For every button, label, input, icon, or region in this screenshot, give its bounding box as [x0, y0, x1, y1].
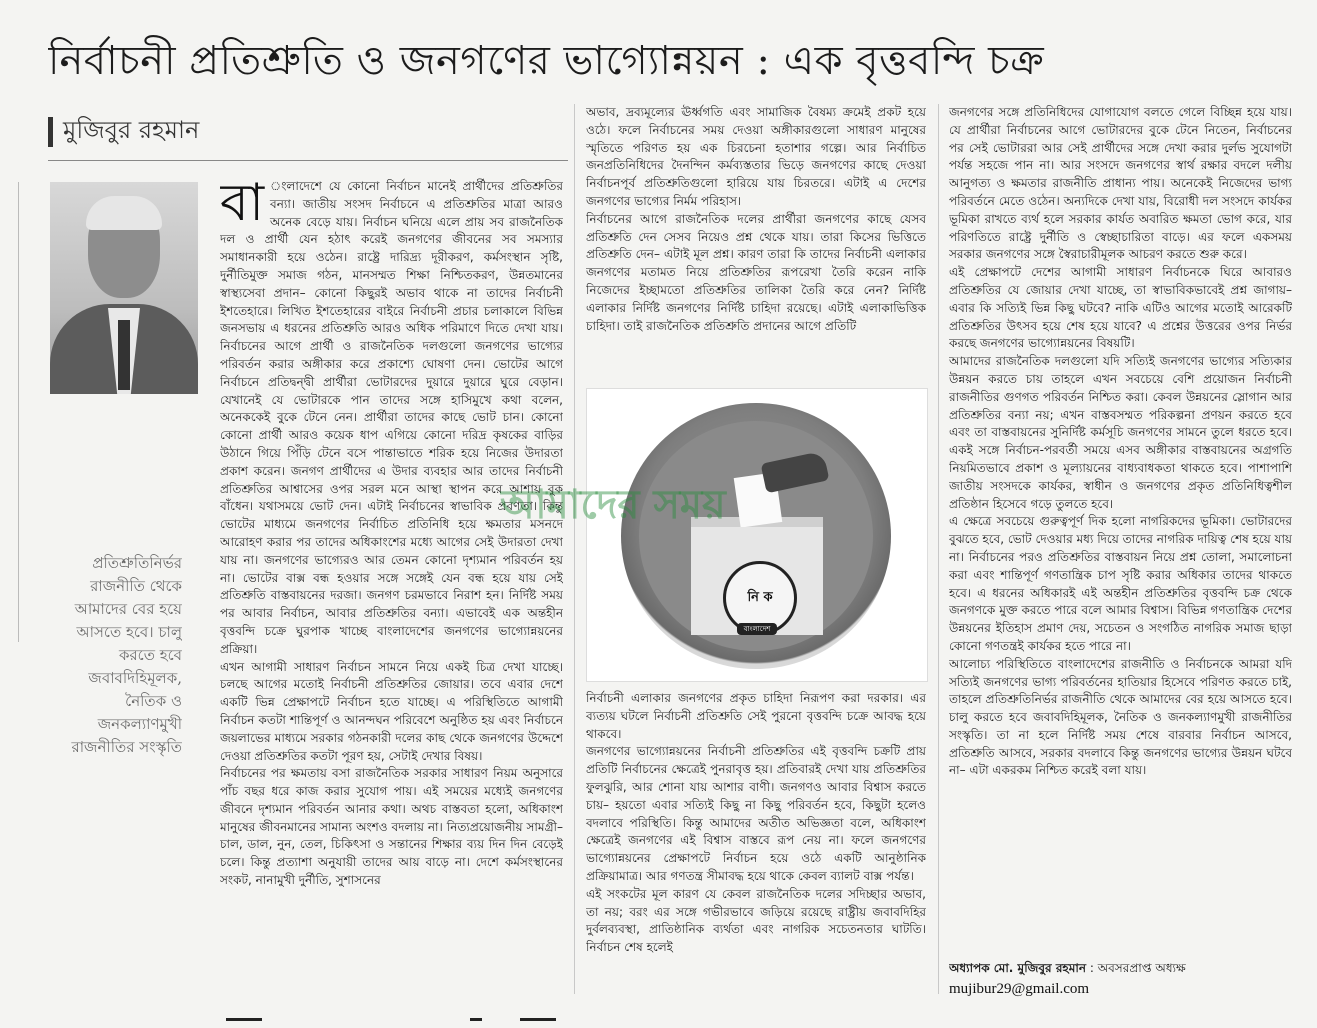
paragraph: এই প্রেক্ষাপটে দেশের আগামী সাধারণ নির্বাচনকে ঘিরে আবারও প্রতিশ্রুতির যে জোয়ার দেখা যাচ্ছে, তা স্বাভাবিকভাবেই প্রশ্ন জাগায়– এবার কি সত্যিই ভিন্ন কিছু ঘটবে? নাকি এটিও আগের মতোই আরেকটি প্রতিশ্রুতির উৎসব হয়ে শেষ হয়ে যাবে? এ প্রশ্নের উত্তরের ওপর নির্ভর করছে জনগণের ভাগ্যোন্নয়নের বিষয়টি। — [949, 265, 1292, 351]
author-bar — [48, 117, 53, 147]
headline: নির্বাচনী প্রতিশ্রুতি ও জনগণের ভাগ্যোন্নয়ন : এক বৃত্তবন্দি চক্র — [48, 38, 1045, 84]
article-column-2-bottom — [586, 690, 926, 996]
paragraph: জনগণের ভাগ্যোন্নয়নের নির্বাচনী প্রতিশ্রুতির এই বৃত্তবন্দি চক্রটি প্রায় প্রতিটি নির্বাচনের ক্ষেত্রেই পুনরাবৃত্ত হয়। প্রতিবারই দেখা যায় প্রতিশ্রুতির ফুলঝুরি, আর শোনা যায় আশার বাণী। জনগণও আবার বিশ্বাস করতে চায়– হয়তো এবার সত্যিই কিছু না কিছু পরিবর্তন হবে, কিছুটা হলেও বদলাবে পরিস্থিতি। কিন্তু আমাদের অতীত অভিজ্ঞতা বলে, অধিকাংশ ক্ষেত্রেই জনগণের এই বিশ্বাস বাস্তবে রূপ নেয় না। ফলে জনগণের ভাগ্যোন্নয়নের প্রেক্ষাপটে নির্বাচন হয়ে ওঠে একটি আনুষ্ঠানিক প্রক্রিয়ামাত্র। আর গণতন্ত্র সীমাবদ্ধ হয়ে থাকে কেবল ব্যালট বাক্স পর্যন্ত। — [586, 744, 926, 883]
byline-role: : অবসরপ্রাপ্ত অধ্যক্ষ — [1086, 961, 1186, 975]
pull-quote: প্রতিশ্রুতিনির্ভর রাজনীতি থেকে আমাদের বের হয়ে আসতে হবে। চালু করতে হবে জবাবদিহিমূলক, নৈতিক ও জনকল্যাণমুখী রাজনীতির সংস্কৃতি — [71, 554, 182, 756]
author-name: মুজিবুর রহমান — [63, 116, 200, 144]
drop-cap: বা — [220, 178, 265, 233]
emblem-label: বাংলাদেশ — [737, 623, 777, 635]
paragraph: ংলাদেশে যে কোনো নির্বাচন মানেই প্রার্থীদের প্রতিশ্রুতির বন্যা। জাতীয় সংসদ নির্বাচনে এ প্রতিশ্রুতির মাত্রা আরও অনেক বেড়ে যায়। নির্বাচন ঘনিয়ে এলে প্রায় সব রাজনৈতিক দল ও প্রার্থী যেন হঠাৎ করেই জনগণের জীবনের সব সমস্যার সমাধানকারী হয়ে ওঠেন। রাষ্ট্রে দারিদ্র্য দূরীকরণ, কর্মসংস্থান সৃষ্টি, দুর্নীতিমুক্ত সমাজ গঠন, মানসম্মত শিক্ষা নিশ্চিতকরণ, উন্নতমানের স্বাস্থ্যসেবা প্রদান– কোনো কিছুরই অভাব থাকে না তাদের নির্বাচনী ইশতেহারে। লিখিত ইশতেহারের বাইরে নির্বাচনী প্রচার চলাকালে বিভিন্ন জনসভায় এ ধরনের প্রতিশ্রুতি আরও অধিক পরিমাণে দিতে দেখা যায়। নির্বাচনের আগে প্রার্থী ও রাজনৈতিক দলগুলো জনগণের ভাগ্যের পরিবর্তন করার অঙ্গীকার করে প্রকাশ্যে ঘোষণা দেন। ভোটের আগে নির্বাচনে প্রতিদ্বন্দ্বী প্রার্থীরা ভোটারদের দুয়ারে দুয়ারে ঘুরে বেড়ান। যেখানেই যে ভোটারকে পান তাদের সঙ্গে হাসিমুখে কথা বলেন, অনেককেই বুকে টেনে নেন। প্রার্থীরা তাদের কাছে ভোট চান। কোনো কোনো প্রার্থী আরও কয়েক ধাপ এগিয়ে কোনো দরিদ্র কৃষকের বাড়ির উঠানে গিয়ে পিঁড়ি টেনে বসে পান্তাভাতে শরিক হয়ে নিজের উদারতা প্রকাশ করেন। জনগণ প্রার্থীদের এ উদার ব্যবহার আর তাদের নির্বাচনী প্রতিশ্রুতির আশ্বাসের ওপর সরল মনে আস্থা স্থাপন করে আশায় বুক বাঁধেন। যথাসময়ে ভোট দেন। এটাই নির্বাচনের স্বাভাবিক প্রবণতা। কিন্তু ভোটের মাধ্যমে জনগণের নির্বাচিত প্রতিনিধি হয়ে ক্ষমতার মসনদে আরোহণ করার পর তাদের অধিকাংশের মধ্যে আগের সেই উদারতা দেখা যায় না। জনগণের ভাগ্যেরও আর তেমন কোনো দৃশ্যমান পরিবর্তন হয় না। ভোটের বাক্স বন্ধ হওয়ার সঙ্গে সঙ্গেই যেন বন্ধ হয়ে যায় সেই প্রতিশ্রুতি বাস্তবায়নের দরজা। জনগণ চরমভাবে নিরাশ হন। নির্দিষ্ট সময় পর আবার নির্বাচন, আবার প্রতিশ্রুতির বন্যা। এভাবেই এক অন্তহীন বৃত্তবন্দি চক্রে ঘুরপাক খাচ্ছে বাংলাদেশের জনগণের ভাগ্যোন্নয়নের প্রক্রিয়া। — [220, 179, 563, 656]
strip-mark — [470, 1018, 482, 1021]
paragraph: নির্বাচনের আগে রাজনৈতিক দলের প্রার্থীরা জনগণের কাছে যেসব প্রতিশ্রুতি দেন সেসব নিয়েও প্রশ্ন থেকে যায়। তারা কিসের ভিত্তিতে প্রতিশ্রুতি দেন– এটাই মূল প্রশ্ন। কারণ তারা কি তাদের নির্বাচনী এলাকার জনগণের মতামত নিয়ে প্রতিশ্রুতির রূপরেখা তৈরি করেন নাকি নিজেদের ইচ্ছামতো প্রতিশ্রুতির তালিকা তৈরি করে নেন? নির্দিষ্ট এলাকার নির্দিষ্ট জনগণের নির্দিষ্ট চাহিদা রয়েছে। এটাই এলাকাভিত্তিক চাহিদা। তাই রাজনৈতিক প্রতিশ্রুতি প্রদানের আগে প্রতিটি — [586, 211, 926, 333]
strip-mark — [520, 1018, 556, 1021]
paragraph: এই সংকটের মূল কারণ যে কেবল রাজনৈতিক দলের সদিচ্ছার অভাব, তা নয়; বরং এর সঙ্গে গভীরভাবে জড়িয়ে রয়েছে রাষ্ট্রীয় জবাবদিহির দুর্বলব্যবস্থা, প্রাতিষ্ঠানিক ব্যর্থতা এবং নাগরিক সচেতনতার ঘাটতি। নির্বাচন শেষ হলেই — [586, 886, 926, 955]
paragraph: অভাব, দ্রব্যমূল্যের ঊর্ধ্বগতি এবং সামাজিক বৈষম্য ক্রমেই প্রকট হয়ে ওঠে। ফলে নির্বাচনের সময় দেওয়া অঙ্গীকারগুলো সাধারণ মানুষের স্মৃতিতে পরিণত হয় এক চিরচেনা হতাশার গল্পে। আর নির্বাচিত জনপ্রতিনিধিদের দৈনন্দিন কর্মব্যস্ততার ভিড়ে জনগণের কাছে দেওয়া নির্বাচনপূর্ব প্রতিশ্রুতিগুলো হারিয়ে যায় চিরতরে। এটাই এ দেশের জনগণের ভাগ্যের নির্মম পরিহাস। — [586, 105, 926, 208]
paragraph: নির্বাচনী এলাকার জনগণের প্রকৃত চাহিদা নিরূপণ করা দরকার। এর ব্যত্যয় ঘটলে নির্বাচনী প্রতিশ্রুতি সেই পুরনো বৃত্তবন্দি চক্রে আবদ্ধ হয়ে থাকবে। — [586, 691, 926, 741]
strip-mark — [226, 1018, 262, 1021]
paragraph: এ ক্ষেত্রে সবচেয়ে গুরুত্বপূর্ণ দিক হলো নাগরিকদের ভূমিকা। ভোটারদের বুঝতে হবে, ভোট দেওয়ার মধ্য দিয়ে তাদের নাগরিক দায়িত্ব শেষ হয়ে যায় না। নির্বাচনের পরও প্রতিশ্রুতির বাস্তবায়ন নিয়ে প্রশ্ন তোলা, সমালোচনা করা এবং শান্তিপূর্ণ গণতান্ত্রিক চাপ সৃষ্টি করার অধিকার তাদের থাকতে হবে। এ ধরনের অধিকারই এই অন্তহীন প্রতিশ্রুতির বৃত্তবন্দি চক্র থেকে জনগণকে মুক্ত করতে পারে বলে আমার বিশ্বাস। বিভিন্ন গণতান্ত্রিক দেশের উন্নয়নের ইতিহাস প্রমাণ দেয়, সচেতন ও সংগঠিত নাগরিক সমাজ ছাড়া কোনো গণতন্ত্রই কার্যকর হতে পারে না। — [949, 514, 1292, 653]
byline — [949, 958, 1292, 978]
watermark: আমাদের সময় — [500, 481, 726, 528]
election-commission-emblem: নি ক — [723, 561, 797, 635]
photo-hair — [86, 196, 162, 230]
article-column-1 — [220, 178, 563, 993]
paragraph: এখন আগামী সাধারণ নির্বাচন সামনে নিয়ে একই চিত্র দেখা যাচ্ছে। চলছে আগের মতোই নির্বাচনী প্রতিশ্রুতির জোয়ার। তবে এবার দেশে একটি ভিন্ন প্রেক্ষাপটে নির্বাচন হতে যাচ্ছে। এ পরিস্থিতিতে আগামী নির্বাচন কতটা শান্তিপূর্ণ ও আনন্দঘন পরিবেশে অনুষ্ঠিত হয় এবং নির্বাচনে জয়লাভের মাধ্যমে সরকার গঠনকারী দলের কাছ থেকে জনগণের উদ্দেশে দেওয়া প্রতিশ্রুতির কতটা পূরণ হয়, সেটাই দেখার বিষয়। — [220, 659, 563, 763]
paragraph: নির্বাচনের পর ক্ষমতায় বসা রাজনৈতিক সরকার সাধারণ নিয়ম অনুসারে পাঁচ বছর ধরে কাজ করার সুযোগ পায়। এই সময়ের মধ্যেই জনগণের জীবনে দৃশ্যমান পরিবর্তন আনার কথা। অথচ বাস্তবতা হলো, অধিকাংশ মানুষের জীবনমানের সামান্য অংশও বদলায় না। নিত্যপ্রয়োজনীয় সামগ্রী– চাল, ডাল, নুন, তেল, চিকিৎসা ও সন্তানের শিক্ষার ব্যয় দিন দিন বেড়েই চলে। কিন্তু প্রত্যাশা অনুযায়ী তাদের আয় বাড়ে না। দেশে কর্মসংস্থানের সংকট, নানামুখী দুর্নীতি, সুশাসনের — [220, 766, 563, 888]
article-column-2-top — [586, 104, 926, 376]
column-divider — [938, 104, 939, 994]
article-column-3 — [949, 104, 1292, 954]
ballot-illustration — [586, 388, 928, 682]
next-article-strip — [0, 1012, 1317, 1028]
photo-tie — [118, 320, 130, 390]
paragraph: আমাদের রাজনৈতিক দলগুলো যদি সত্যিই জনগণের ভাগ্যের সত্যিকার উন্নয়ন করতে চায় তাহলে এখন সবচেয়ে বেশি প্রয়োজন নির্বাচনী রাজনীতির গুণগত পরিবর্তন নিশ্চিত করা। কেবল উন্নয়নের স্লোগান আর প্রতিশ্রুতির বন্যা নয়; এখন বাস্তবসম্মত পরিকল্পনা প্রণয়ন করতে হবে এবং তা বাস্তবায়নের সুনির্দিষ্ট কর্মসূচি জনগণের সামনে তুলে ধরতে হবে। একই সঙ্গে নির্বাচন-পরবর্তী সময়ে এসব অঙ্গীকার বাস্তবায়নের অগ্রগতি নিয়মিতভাবে প্রকাশ ও মূল্যায়নের বাধ্যবাধকতা থাকতে হবে। পাশাপাশি জাতীয় সংসদকে কার্যকর, স্বাধীন ও জনগণের প্রকৃত প্রতিনিধিত্বশীল প্রতিষ্ঠান হিসেবে গড়ে তুলতে হবে। — [949, 354, 1292, 511]
author-photo — [50, 182, 198, 394]
left-margin-rule — [18, 182, 19, 642]
paragraph: জনগণের সঙ্গে প্রতিনিধিদের যোগাযোগ বলতে গেলে বিচ্ছিন্ন হয়ে যায়। যে প্রার্থীরা নির্বাচনের আগে ভোটারদের বুকে টেনে নিতেন, নির্বাচনের পর সেই ভোটাররা আর সেই প্রার্থীদের সঙ্গে দেখা করার দুর্লভ সুযোগটা পর্যন্ত সহজে পান না। আর সংসদে জনগণের স্বার্থ রক্ষার বদলে দলীয় আনুগত্য ও ক্ষমতার রাজনীতি প্রাধান্য পায়। অনেকেই নিজেদের ভাগ্য পরিবর্তনে মেতে ওঠেন। অন্যদিকে দেখা যায়, বিরোধী দল সংসদে কার্যকর ভূমিকা রাখতে ব্যর্থ হলে সরকার কার্যত অবারিত ক্ষমতা ভোগ করে, যার পরিণতিতে রাষ্ট্রে দুর্নীতি ও স্বেচ্ছাচারিতা বাড়ে। এর ফলে একসময় সরকার জনগণের সঙ্গে স্বৈরাচারীমূলক আচরণ করতে শুরু করে। — [949, 105, 1292, 262]
author-divider — [48, 160, 568, 161]
author-email: mujibur29@gmail.com — [949, 981, 1090, 997]
author-row — [48, 112, 568, 152]
column-divider — [574, 104, 575, 994]
paragraph: আলোচ্য পরিস্থিতিতে বাংলাদেশের রাজনীতি ও নির্বাচনকে আমরা যদি সত্যিই জনগণের ভাগ্য পরিবর্তনের হাতিয়ার হিসেবে পরিণত করতে চাই, তাহলে প্রতিশ্রুতিনির্ভর রাজনীতি থেকে আমাদের বের হয়ে আসতে হবে। চালু করতে হবে জবাবদিহিমূলক, নৈতিক ও জনকল্যাণমুখী রাজনীতির সংস্কৃতি। তা না হলে নির্দিষ্ট সময় শেষে বারবার নির্বাচন আসবে, প্রতিশ্রুতি আসবে, সরকার বদলাবে কিন্তু জনগণের ভাগ্যের উন্নয়ন ঘটবে না– এটা একরকম নিশ্চিত করেই বলা যায়। — [949, 656, 1292, 778]
byline-name: অধ্যাপক মো. মুজিবুর রহমান — [949, 961, 1087, 975]
